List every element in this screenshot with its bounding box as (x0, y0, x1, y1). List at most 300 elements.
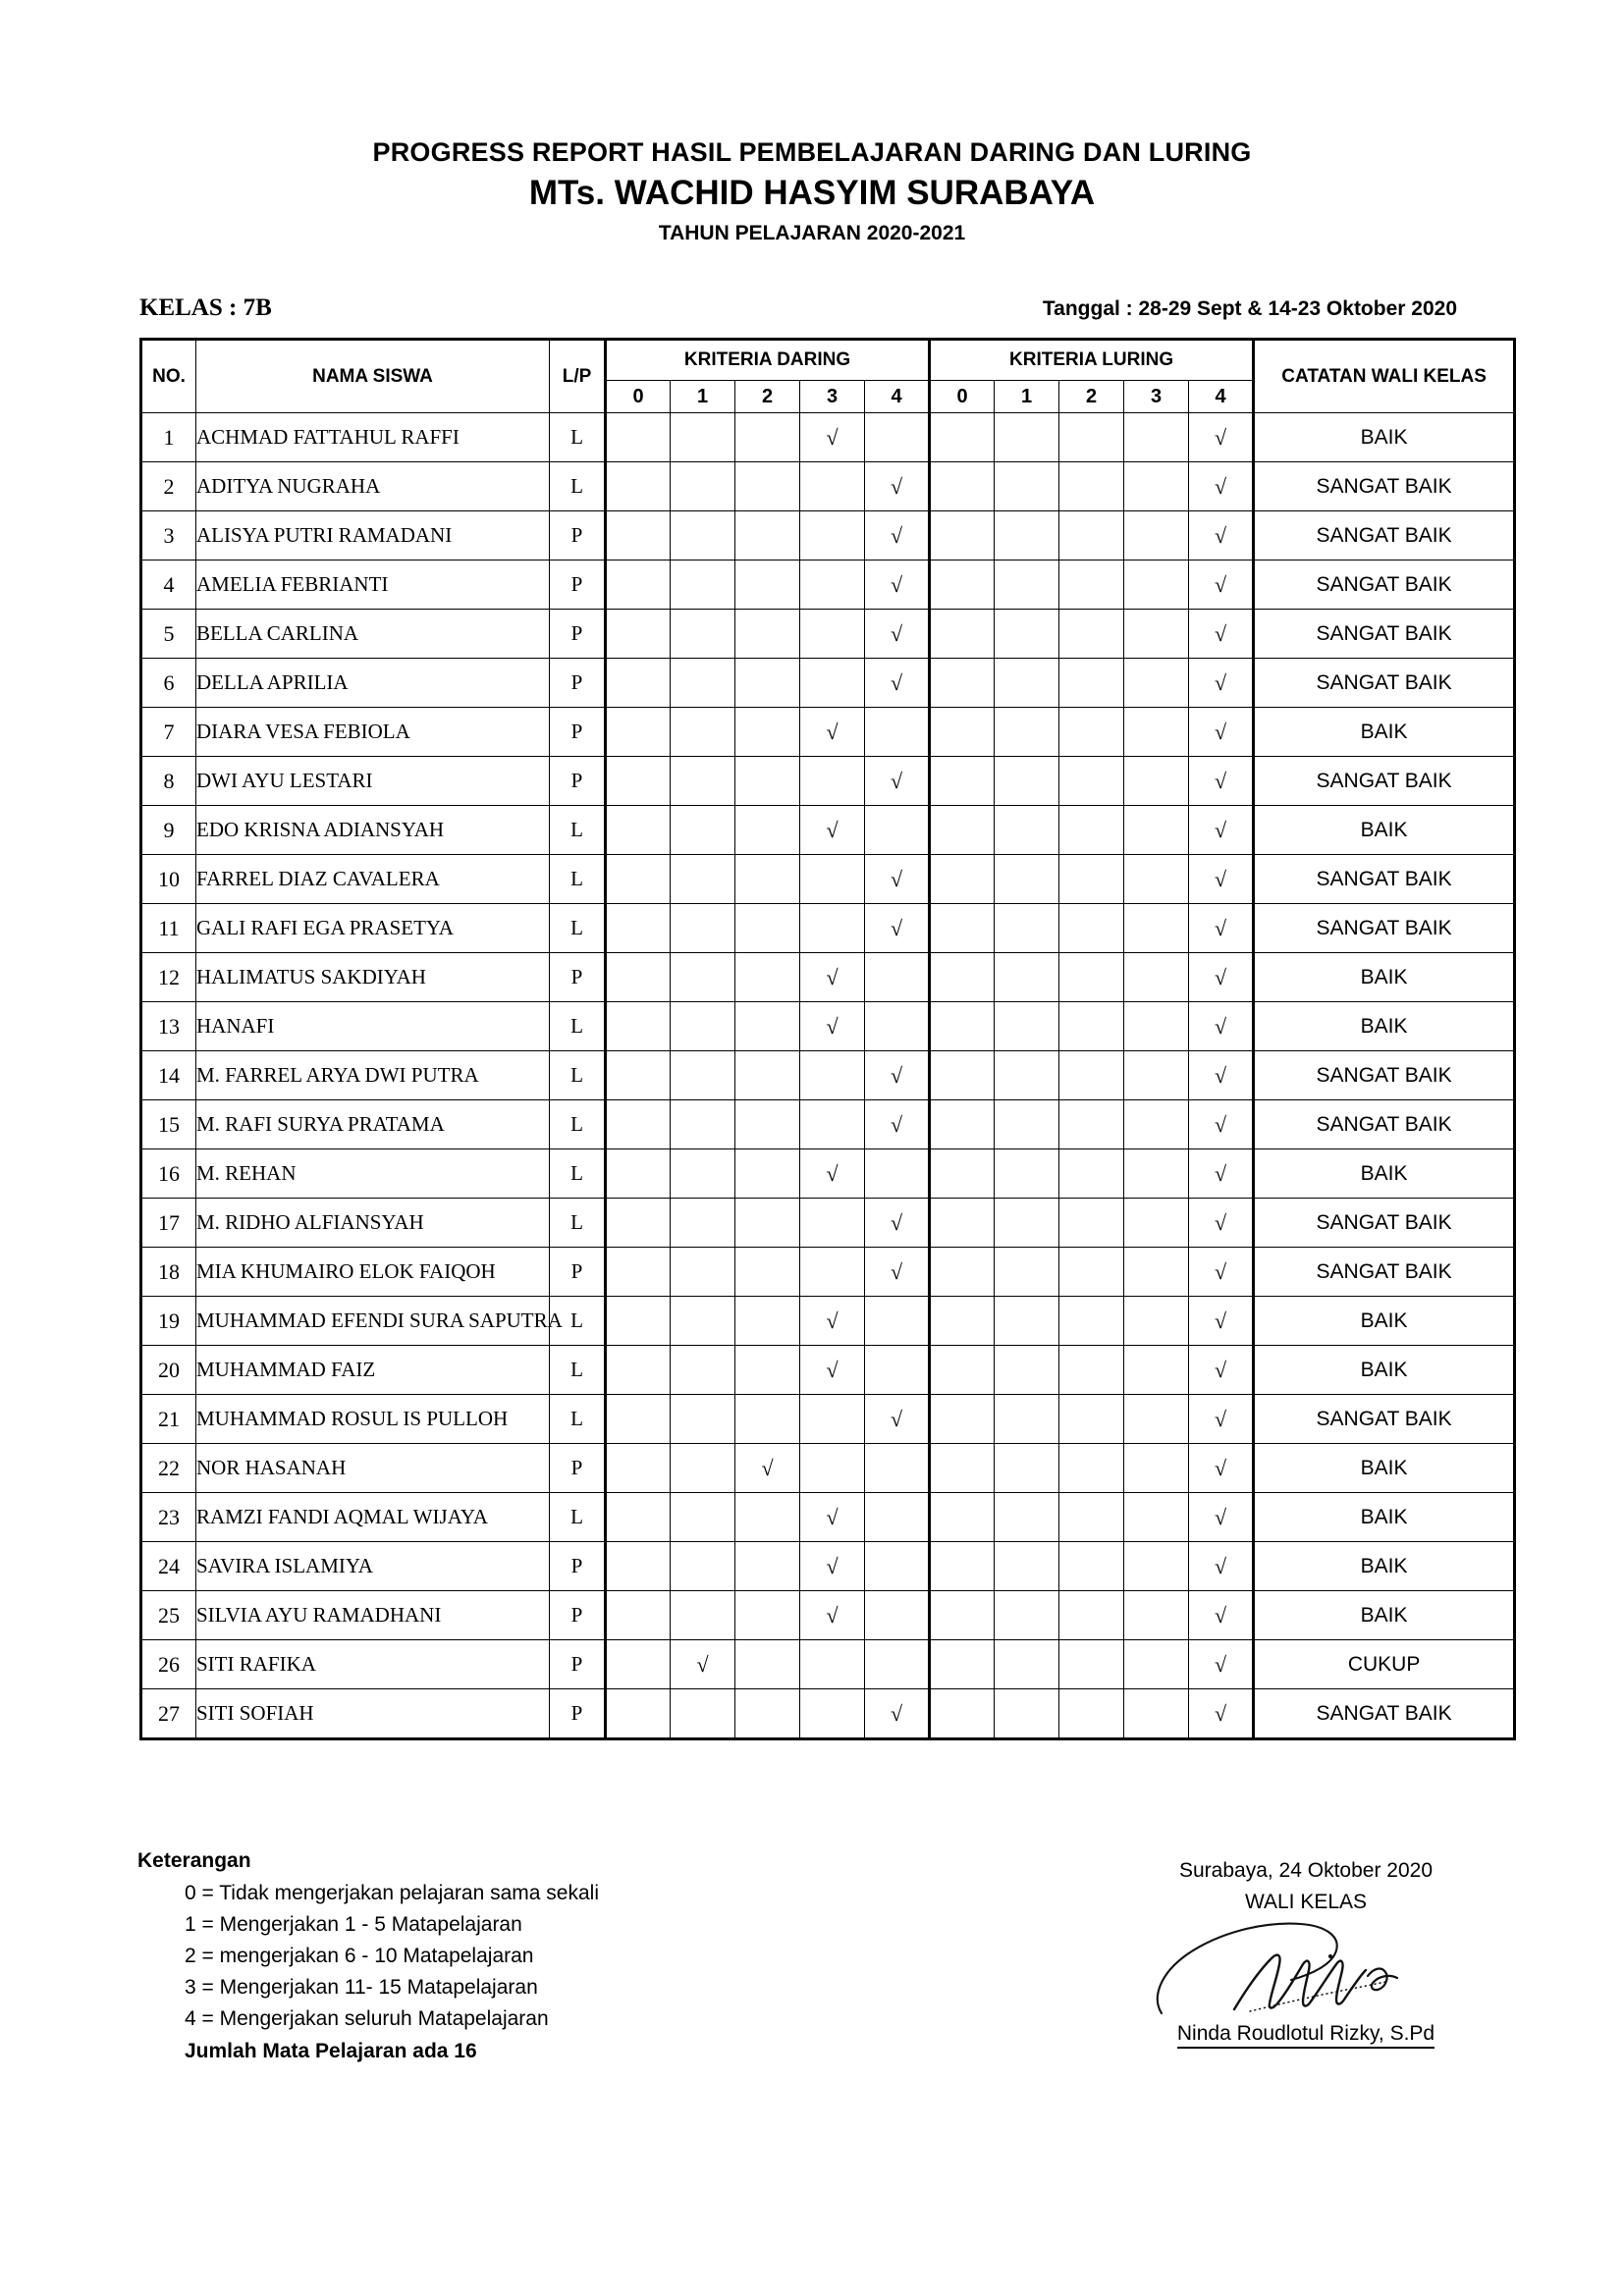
cell-luring-4: √ (1189, 1689, 1254, 1739)
cell-daring-3 (800, 855, 865, 904)
cell-luring-4: √ (1189, 1199, 1254, 1248)
cell-gender: L (550, 1493, 606, 1542)
legend-item: 4 = Mengerjakan seluruh Matapelajaran (185, 2006, 549, 2030)
cell-gender: L (550, 855, 606, 904)
cell-gender: L (550, 1002, 606, 1051)
cell-daring-0 (606, 1395, 671, 1444)
cell-luring-1 (995, 1591, 1059, 1640)
cell-luring-4: √ (1189, 1100, 1254, 1149)
cell-daring-4: √ (865, 757, 930, 806)
cell-daring-0 (606, 1640, 671, 1689)
legend-total: Jumlah Mata Pelajaran ada 16 (185, 2040, 477, 2063)
cell-luring-0 (930, 659, 995, 708)
cell-luring-2 (1059, 1689, 1124, 1739)
legend-item: 2 = mengerjakan 6 - 10 Matapelajaran (185, 1944, 534, 1967)
cell-daring-1 (671, 462, 735, 511)
cell-daring-0 (606, 904, 671, 953)
cell-luring-2 (1059, 1051, 1124, 1100)
cell-daring-4: √ (865, 1689, 930, 1739)
th-daring-1: 1 (671, 381, 735, 413)
cell-gender: P (550, 1689, 606, 1739)
cell-daring-3 (800, 561, 865, 610)
cell-luring-0 (930, 1248, 995, 1297)
table-row (141, 1591, 1515, 1640)
cell-luring-4: √ (1189, 904, 1254, 953)
cell-luring-4: √ (1189, 708, 1254, 757)
table-row (141, 953, 1515, 1002)
cell-student-name: M. FARREL ARYA DWI PUTRA (196, 1051, 550, 1100)
cell-daring-0 (606, 561, 671, 610)
cell-student-name: FARREL DIAZ CAVALERA (196, 855, 550, 904)
cell-daring-0 (606, 1002, 671, 1051)
cell-daring-1 (671, 708, 735, 757)
cell-luring-0 (930, 462, 995, 511)
cell-note: SANGAT BAIK (1254, 511, 1515, 561)
cell-student-name: M. REHAN (196, 1149, 550, 1199)
cell-daring-3 (800, 1444, 865, 1493)
cell-daring-4: √ (865, 1248, 930, 1297)
cell-note: SANGAT BAIK (1254, 462, 1515, 511)
cell-daring-0 (606, 1444, 671, 1493)
cell-no: 24 (141, 1542, 196, 1591)
cell-luring-2 (1059, 1346, 1124, 1395)
table-header-row-top (141, 340, 1515, 381)
legend-item: 1 = Mengerjakan 1 - 5 Matapelajaran (185, 1912, 522, 1936)
table-body (141, 413, 1515, 1739)
cell-luring-1 (995, 855, 1059, 904)
cell-daring-3 (800, 610, 865, 659)
cell-student-name: HANAFI (196, 1002, 550, 1051)
cell-no: 20 (141, 1346, 196, 1395)
cell-luring-3 (1124, 1297, 1189, 1346)
cell-note: BAIK (1254, 1346, 1515, 1395)
th-luring-2: 2 (1059, 381, 1124, 413)
cell-luring-0 (930, 1149, 995, 1199)
cell-luring-1 (995, 1395, 1059, 1444)
cell-no: 16 (141, 1149, 196, 1199)
cell-no: 23 (141, 1493, 196, 1542)
cell-daring-0 (606, 1051, 671, 1100)
cell-daring-4 (865, 708, 930, 757)
cell-daring-4: √ (865, 1199, 930, 1248)
cell-daring-1 (671, 1493, 735, 1542)
cell-daring-4: √ (865, 1100, 930, 1149)
cell-luring-0 (930, 1051, 995, 1100)
cell-daring-1 (671, 1100, 735, 1149)
cell-luring-4: √ (1189, 1444, 1254, 1493)
cell-daring-2 (735, 1100, 800, 1149)
cell-daring-1 (671, 659, 735, 708)
cell-daring-4 (865, 1297, 930, 1346)
cell-note: BAIK (1254, 413, 1515, 462)
cell-luring-3 (1124, 1640, 1189, 1689)
cell-luring-4: √ (1189, 1002, 1254, 1051)
cell-student-name: MUHAMMAD ROSUL IS PULLOH (196, 1395, 550, 1444)
cell-luring-4: √ (1189, 561, 1254, 610)
th-daring-0: 0 (606, 381, 671, 413)
cell-luring-4: √ (1189, 659, 1254, 708)
table-row (141, 462, 1515, 511)
cell-luring-4: √ (1189, 757, 1254, 806)
cell-luring-3 (1124, 757, 1189, 806)
cell-luring-4: √ (1189, 610, 1254, 659)
cell-luring-3 (1124, 855, 1189, 904)
cell-luring-1 (995, 1689, 1059, 1739)
cell-daring-4: √ (865, 610, 930, 659)
cell-luring-3 (1124, 610, 1189, 659)
table-row (141, 1297, 1515, 1346)
th-daring-3: 3 (800, 381, 865, 413)
cell-note: BAIK (1254, 953, 1515, 1002)
table-row (141, 1199, 1515, 1248)
cell-luring-1 (995, 1297, 1059, 1346)
cell-gender: L (550, 1149, 606, 1199)
cell-daring-0 (606, 1542, 671, 1591)
cell-luring-1 (995, 413, 1059, 462)
cell-daring-0 (606, 413, 671, 462)
cell-daring-2 (735, 855, 800, 904)
cell-gender: P (550, 953, 606, 1002)
cell-luring-4: √ (1189, 1395, 1254, 1444)
cell-luring-2 (1059, 1100, 1124, 1149)
cell-note: BAIK (1254, 1591, 1515, 1640)
cell-student-name: MUHAMMAD FAIZ (196, 1346, 550, 1395)
cell-gender: P (550, 1542, 606, 1591)
cell-luring-3 (1124, 511, 1189, 561)
cell-daring-2 (735, 561, 800, 610)
cell-luring-3 (1124, 1149, 1189, 1199)
table-row (141, 1149, 1515, 1199)
cell-luring-4: √ (1189, 1051, 1254, 1100)
cell-student-name: DIARA VESA FEBIOLA (196, 708, 550, 757)
cell-daring-4: √ (865, 855, 930, 904)
table-row (141, 1002, 1515, 1051)
cell-luring-4: √ (1189, 511, 1254, 561)
legend-block (137, 1845, 599, 2067)
table-row (141, 1395, 1515, 1444)
cell-daring-0 (606, 511, 671, 561)
cell-luring-0 (930, 1002, 995, 1051)
cell-daring-3 (800, 904, 865, 953)
cell-luring-3 (1124, 1542, 1189, 1591)
cell-daring-2 (735, 708, 800, 757)
cell-student-name: ACHMAD FATTAHUL RAFFI (196, 413, 550, 462)
cell-daring-1 (671, 1444, 735, 1493)
cell-no: 8 (141, 757, 196, 806)
cell-daring-2 (735, 953, 800, 1002)
cell-note: SANGAT BAIK (1254, 659, 1515, 708)
cell-daring-3 (800, 757, 865, 806)
cell-luring-2 (1059, 1395, 1124, 1444)
cell-daring-4: √ (865, 904, 930, 953)
cell-daring-1 (671, 757, 735, 806)
cell-no: 18 (141, 1248, 196, 1297)
cell-daring-1 (671, 1051, 735, 1100)
cell-no: 26 (141, 1640, 196, 1689)
cell-luring-2 (1059, 1640, 1124, 1689)
cell-gender: L (550, 904, 606, 953)
cell-luring-1 (995, 757, 1059, 806)
cell-luring-0 (930, 511, 995, 561)
cell-daring-1 (671, 1248, 735, 1297)
cell-no: 22 (141, 1444, 196, 1493)
table-row (141, 413, 1515, 462)
cell-gender: L (550, 1199, 606, 1248)
cell-daring-4: √ (865, 1395, 930, 1444)
cell-no: 10 (141, 855, 196, 904)
cell-daring-2 (735, 1248, 800, 1297)
cell-luring-1 (995, 708, 1059, 757)
cell-gender: P (550, 561, 606, 610)
cell-daring-4 (865, 1002, 930, 1051)
legend-items (137, 1878, 599, 2035)
cell-daring-1 (671, 561, 735, 610)
cell-note: SANGAT BAIK (1254, 1395, 1515, 1444)
cell-note: SANGAT BAIK (1254, 561, 1515, 610)
th-kriteria-daring: KRITERIA DARING (606, 340, 930, 381)
cell-daring-3: √ (800, 1493, 865, 1542)
cell-luring-1 (995, 462, 1059, 511)
cell-luring-0 (930, 757, 995, 806)
cell-daring-3 (800, 1395, 865, 1444)
cell-no: 21 (141, 1395, 196, 1444)
cell-no: 9 (141, 806, 196, 855)
th-no: NO. (141, 340, 196, 413)
cell-gender: L (550, 1100, 606, 1149)
cell-luring-3 (1124, 1689, 1189, 1739)
signature-name: Ninda Roudlotul Rizky, S.Pd (1177, 2022, 1435, 2049)
cell-daring-2 (735, 1346, 800, 1395)
cell-luring-4: √ (1189, 1640, 1254, 1689)
cell-luring-3 (1124, 1444, 1189, 1493)
cell-luring-0 (930, 1100, 995, 1149)
cell-student-name: BELLA CARLINA (196, 610, 550, 659)
cell-luring-1 (995, 659, 1059, 708)
cell-no: 4 (141, 561, 196, 610)
cell-daring-1 (671, 1689, 735, 1739)
cell-student-name: MUHAMMAD EFENDI SURA SAPUTRA (196, 1297, 550, 1346)
cell-note: SANGAT BAIK (1254, 1689, 1515, 1739)
legend-item: 3 = Mengerjakan 11- 15 Matapelajaran (185, 1975, 538, 1999)
cell-note: SANGAT BAIK (1254, 1248, 1515, 1297)
table-row (141, 1051, 1515, 1100)
meta-row (139, 294, 1461, 328)
cell-luring-3 (1124, 1002, 1189, 1051)
cell-daring-0 (606, 1689, 671, 1739)
cell-no: 2 (141, 462, 196, 511)
cell-no: 25 (141, 1591, 196, 1640)
table-row (141, 1346, 1515, 1395)
cell-daring-2 (735, 413, 800, 462)
cell-daring-3: √ (800, 806, 865, 855)
table-row (141, 1689, 1515, 1739)
cell-no: 5 (141, 610, 196, 659)
cell-gender: L (550, 1051, 606, 1100)
cell-luring-0 (930, 708, 995, 757)
cell-gender: L (550, 806, 606, 855)
cell-student-name: ADITYA NUGRAHA (196, 462, 550, 511)
th-kriteria-luring: KRITERIA LURING (930, 340, 1254, 381)
cell-luring-0 (930, 1444, 995, 1493)
cell-gender: L (550, 1395, 606, 1444)
cell-daring-2 (735, 1689, 800, 1739)
cell-student-name: SITI RAFIKA (196, 1640, 550, 1689)
cell-luring-3 (1124, 1051, 1189, 1100)
cell-daring-1 (671, 511, 735, 561)
cell-daring-2 (735, 659, 800, 708)
cell-luring-4: √ (1189, 806, 1254, 855)
cell-daring-3: √ (800, 1346, 865, 1395)
cell-gender: P (550, 1591, 606, 1640)
cell-luring-1 (995, 610, 1059, 659)
cell-luring-4: √ (1189, 953, 1254, 1002)
cell-daring-1: √ (671, 1640, 735, 1689)
table-row (141, 757, 1515, 806)
cell-note: SANGAT BAIK (1254, 1100, 1515, 1149)
cell-luring-2 (1059, 1493, 1124, 1542)
cell-luring-2 (1059, 1591, 1124, 1640)
cell-luring-3 (1124, 561, 1189, 610)
cell-no: 12 (141, 953, 196, 1002)
cell-daring-0 (606, 1297, 671, 1346)
cell-student-name: RAMZI FANDI AQMAL WIJAYA (196, 1493, 550, 1542)
cell-luring-4: √ (1189, 855, 1254, 904)
cell-luring-3 (1124, 1100, 1189, 1149)
cell-luring-3 (1124, 806, 1189, 855)
legend-title: Keterangan (137, 1849, 251, 1872)
cell-daring-3 (800, 1689, 865, 1739)
cell-daring-0 (606, 855, 671, 904)
cell-daring-1 (671, 1002, 735, 1051)
cell-luring-2 (1059, 511, 1124, 561)
cell-luring-0 (930, 1493, 995, 1542)
handwritten-signature-icon (1144, 1919, 1468, 2022)
cell-daring-3 (800, 1051, 865, 1100)
cell-luring-0 (930, 953, 995, 1002)
cell-daring-0 (606, 462, 671, 511)
cell-daring-1 (671, 1542, 735, 1591)
cell-luring-4: √ (1189, 1346, 1254, 1395)
cell-gender: P (550, 659, 606, 708)
cell-luring-1 (995, 511, 1059, 561)
signature-role: WALI KELAS (1244, 1890, 1368, 1913)
cell-no: 15 (141, 1100, 196, 1149)
cell-gender: L (550, 1346, 606, 1395)
cell-luring-4: √ (1189, 462, 1254, 511)
cell-no: 6 (141, 659, 196, 708)
cell-luring-3 (1124, 1346, 1189, 1395)
th-luring-4: 4 (1189, 381, 1254, 413)
cell-daring-4 (865, 1493, 930, 1542)
table-row (141, 806, 1515, 855)
cell-note: BAIK (1254, 1002, 1515, 1051)
cell-luring-2 (1059, 1002, 1124, 1051)
cell-student-name: GALI RAFI EGA PRASETYA (196, 904, 550, 953)
cell-student-name: HALIMATUS SAKDIYAH (196, 953, 550, 1002)
cell-daring-3: √ (800, 413, 865, 462)
table-row (141, 904, 1515, 953)
cell-luring-1 (995, 1199, 1059, 1248)
cell-daring-1 (671, 413, 735, 462)
signature-place-date: Surabaya, 24 Oktober 2020 (1178, 1859, 1433, 1882)
cell-luring-0 (930, 1346, 995, 1395)
cell-daring-2 (735, 1199, 800, 1248)
cell-no: 7 (141, 708, 196, 757)
cell-daring-2 (735, 1297, 800, 1346)
table-row (141, 659, 1515, 708)
cell-daring-2 (735, 757, 800, 806)
cell-daring-3: √ (800, 1149, 865, 1199)
cell-daring-0 (606, 953, 671, 1002)
cell-student-name: SAVIRA ISLAMIYA (196, 1542, 550, 1591)
cell-luring-2 (1059, 413, 1124, 462)
th-luring-0: 0 (930, 381, 995, 413)
cell-luring-1 (995, 1542, 1059, 1591)
legend-item: 0 = Tidak mengerjakan pelajaran sama sekali (185, 1881, 599, 1904)
cell-daring-0 (606, 1199, 671, 1248)
cell-luring-1 (995, 806, 1059, 855)
table-row (141, 610, 1515, 659)
table-row (141, 708, 1515, 757)
cell-daring-0 (606, 1591, 671, 1640)
table-row (141, 1493, 1515, 1542)
cell-luring-0 (930, 1591, 995, 1640)
cell-daring-4 (865, 413, 930, 462)
cell-daring-2 (735, 904, 800, 953)
cell-daring-2 (735, 806, 800, 855)
th-daring-4: 4 (865, 381, 930, 413)
th-lp: L/P (550, 340, 606, 413)
cell-luring-1 (995, 1640, 1059, 1689)
cell-student-name: MIA KHUMAIRO ELOK FAIQOH (196, 1248, 550, 1297)
cell-daring-0 (606, 1493, 671, 1542)
cell-daring-3: √ (800, 1297, 865, 1346)
cell-luring-0 (930, 413, 995, 462)
cell-luring-3 (1124, 1248, 1189, 1297)
cell-student-name: AMELIA FEBRIANTI (196, 561, 550, 610)
cell-no: 3 (141, 511, 196, 561)
cell-gender: L (550, 1297, 606, 1346)
cell-note: BAIK (1254, 1297, 1515, 1346)
cell-daring-3 (800, 511, 865, 561)
cell-luring-0 (930, 1689, 995, 1739)
cell-daring-2 (735, 1149, 800, 1199)
cell-daring-2 (735, 1591, 800, 1640)
report-title: PROGRESS REPORT HASIL PEMBELAJARAN DARING DAN LURING (372, 137, 1252, 167)
cell-daring-4 (865, 806, 930, 855)
cell-luring-2 (1059, 953, 1124, 1002)
cell-gender: P (550, 1248, 606, 1297)
cell-luring-0 (930, 610, 995, 659)
cell-luring-0 (930, 855, 995, 904)
cell-luring-2 (1059, 904, 1124, 953)
cell-luring-1 (995, 1346, 1059, 1395)
students-table (139, 338, 1516, 1740)
cell-luring-3 (1124, 1199, 1189, 1248)
cell-student-name: NOR HASANAH (196, 1444, 550, 1493)
cell-luring-0 (930, 561, 995, 610)
table-row (141, 1640, 1515, 1689)
cell-daring-0 (606, 1100, 671, 1149)
cell-daring-3: √ (800, 953, 865, 1002)
cell-luring-2 (1059, 1444, 1124, 1493)
cell-no: 14 (141, 1051, 196, 1100)
cell-luring-3 (1124, 1591, 1189, 1640)
th-luring-3: 3 (1124, 381, 1189, 413)
cell-luring-2 (1059, 1248, 1124, 1297)
cell-luring-3 (1124, 904, 1189, 953)
cell-luring-4: √ (1189, 1493, 1254, 1542)
